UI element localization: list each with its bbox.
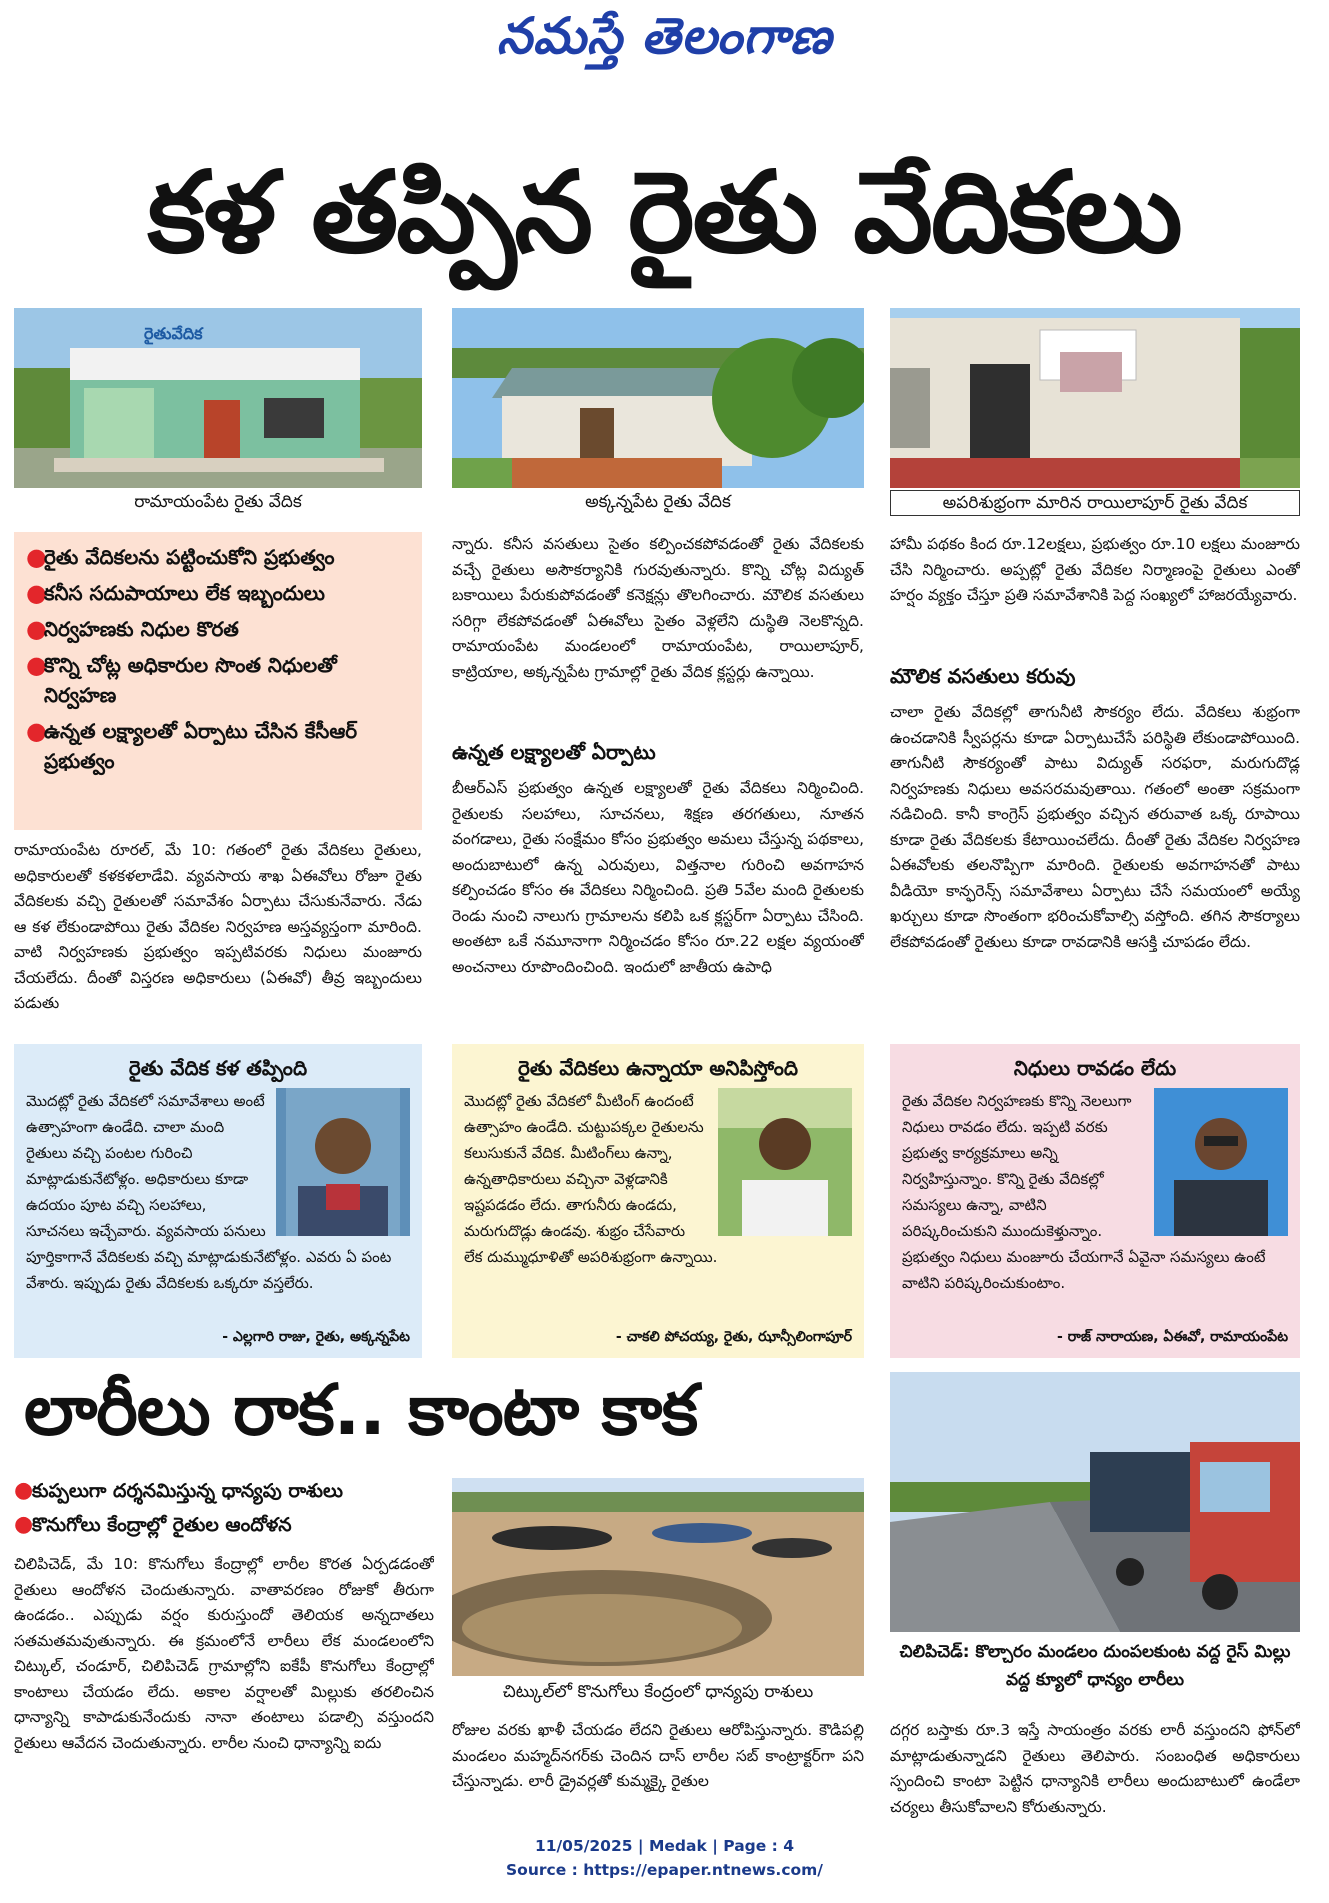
bullet-dot-icon: ● [14, 1478, 34, 1503]
article2-bullet: ● కుప్పలుగా దర్శనమిస్తున్న ధాన్యపు రాశులు [14, 1476, 444, 1506]
vedika-signboard [112, 320, 312, 348]
quote-text: మొదట్లో రైతు వేదికలో సమావేశాలు అంటే ఉత్సాహంగా ఉండేది. చాలా మంది రైతులు వచ్చి పంటల గురించి మాట్లాడుకునేటోళ్లం. అధికారులు కూడా ఉదయం పూట వచ్చి సలహాలు, సూచనలు ఇచ్చేవారు. వ్యవసాయ పనులు పూర్తికాగానే వేదికలకు వచ్చి మాట్లాడుకునేటోళ్లం. ఎవరు ఏ పంట వేశారు. ఇప్పుడు రైతు వేదికలకు ఒక్కరూ వస్తలేరు. [26, 1092, 392, 1292]
photo-caption-lorries: చిలిపిచెడ్‌: కొల్చారం మండలం దుంపలకుంట వద్ద రైస్‌ మిల్లు వద్ద క్యూలో ధాన్యం లారీలు [899, 1642, 1291, 1690]
article2-headline [24, 1360, 864, 1460]
bullet-dot-icon: ● [26, 651, 47, 679]
footer-source: Source : https://epaper.ntnews.com/ [506, 1861, 823, 1879]
bullet-dot-icon: ● [14, 1512, 34, 1537]
article2-headline-text: లారీలు రాక.. కాంటా కాక [24, 1369, 698, 1451]
photo-caption-grain: చిట్కుల్‌లో కొనుగోలు కేంద్రంలో ధాన్యపు రాశులు [502, 1682, 814, 1702]
highlight-item: ● కనీస సదుపాయాలు లేక ఇబ్బందులు [26, 579, 325, 607]
bullet-dot-icon: ● [26, 579, 47, 607]
article1-col3a: హామీ పథకం కింద రూ.12లక్షలు, ప్రభుత్వం రూ.10 లక్షలు మంజూరు చేసి నిర్మించారు. అప్పట్లో రైతు వేదికల నిర్మాణంపై రైతులు ఎంతో హర్షం వ్యక్తం చేస్తూ ప్రతి సమావేశానికి పెద్ద సంఖ్యలో హాజరయ్యేవారు. [890, 535, 1300, 604]
main-headline [14, 128, 1314, 298]
portrait-narayana [1154, 1088, 1288, 1236]
bullet-dot-icon: ● [26, 717, 47, 745]
article2-col3: దగ్గర బస్తాకు రూ.3 ఇస్తే సాయంత్రం వరకు లారీ వస్తుందని ఫోన్‌లో మాట్లాడుతున్నాడని రైతులు తెలిపారు. సంబంధిత అధికారులు స్పందించి కాంటా పెట్టిన ధాన్యానికి లారీలు అందుబాటులో ఉండేలా చర్యలు తీసుకోవాలని కోరుతున్నారు. [890, 1721, 1300, 1816]
bullet-dot-icon: ● [26, 543, 47, 571]
quote-title: నిధులు రావడం లేదు [1013, 1056, 1177, 1080]
photo-rayilapur-vedika [890, 308, 1300, 488]
highlight-item: ● నిర్వహణకు నిధుల కొరత [26, 615, 239, 643]
quote-text: రైతు వేదికల నిర్వహణకు కొన్ని నెలలుగా నిధులు రావడం లేదు. ఇప్పటి వరకు ప్రభుత్వ కార్యక్రమాలు అన్ని నిర్వహిస్తున్నాం. కొన్ని రైతు వేదికల్లో సమస్యలు ఉన్నా, వాటిని పరిష్కరించుకుని ముందుకెళ్తున్నాం. ప్రభుత్వం నిధులు మంజూరు చేయగానే ఏవైనా సమస్యలు ఉంటే వాటిని పరిష్కరించుకుంటాం. [902, 1092, 1266, 1292]
article1-col1: రామాయంపేట రూరల్‌, మే 10: గతంలో రైతు వేదికలు రైతులు, అధికారులతో కళకళలాడేవి. వ్యవసాయ శాఖ ఏఈవోలు రోజూ రైతు వేదికలకు వచ్చి రైతులతో సమావేశం ఏర్పాటు చేసుకునేవారు. నేడు ఆ కళ లేకుండాపోయి రైతు వేదికల నిర్వహణ అస్తవ్యస్తంగా మారింది. వాటి నిర్వహణకు ప్రభుత్వం ఇప్పటివరకు నిధులు మంజూరు చేయలేదు. దీంతో విస్తరణ అధికారులు (ఏఈవో) తీవ్ర ఇబ్బందులు పడుతు [14, 841, 422, 1012]
article2-col2: రోజుల వరకు ఖాళీ చేయడం లేదని రైతులు ఆరోపిస్తున్నారు. కౌడిపల్లి మండలం మహ్మద్‌నగర్‌కు చెందిన దాస్‌ లారీల సబ్‌ కాంట్రాక్టర్‌గా పని చేస్తున్నాడు. లారీ డ్రైవర్లతో కుమ్మక్కై రైతుల [452, 1721, 864, 1790]
quote-attribution: - చాకలి పోచయ్య, రైతు, ఝాన్సీలింగాపూర్‌ [615, 1329, 852, 1345]
quote-box-farmer-raju [14, 1044, 422, 1358]
photo-caption-1: రామాయంపేట రైతు వేదిక [134, 492, 302, 512]
quote-attribution: - రాజ్‌ నారాయణ, ఏఈవో, రామాయంపేట [1057, 1329, 1288, 1345]
highlights-box [14, 532, 422, 830]
bullet-dot-icon: ● [26, 615, 47, 643]
quote-attribution: - ఎల్లగారి రాజు, రైతు, అక్కన్నపేట [222, 1329, 410, 1345]
portrait-raju [276, 1088, 410, 1236]
photo-caption-3: అపరిశుభ్రంగా మారిన రాయిలాపూర్‌ రైతు వేదిక [890, 490, 1300, 516]
newspaper-name: నమస్తే తెలంగాణ [496, 6, 833, 65]
photo-caption-2: అక్కన్నపేట రైతు వేదిక [585, 492, 731, 512]
photo-akkannapet-vedika [452, 308, 864, 488]
article1-col2a: న్నారు. కనీస వసతులు సైతం కల్పించకపోవడంతో రైతు వేదికలకు వచ్చే రైతులు అసౌకర్యానికి గురవుతున్నారు. కొన్ని చోట్ల విద్యుత్‌ బకాయిలు పేరుకుపోవడంతో కనెక్షన్లు తొలగించారు. మౌలిక వసతులు సరిగ్గా లేకపోవడంతో ఏఈవోలు సైతం వెళ్లలేని దుస్థితి నెలకొన్నది. రామాయంపేట మండలంలో రామాయంపేట, రాయిలాపూర్‌, కాట్రియాల, అక్కన్నపేట గ్రామాల్లో రైతు వేదిక క్లస్టర్లు ఉన్నాయి. [452, 535, 864, 681]
highlight-item: ● రైతు వేదికలను పట్టించుకోని ప్రభుత్వం [26, 543, 335, 571]
portrait-pochaiah [718, 1088, 852, 1236]
article1-col2b: బీఆర్‌ఎస్‌ ప్రభుత్వం ఉన్నత లక్ష్యాలతో రైతు వేదికలు నిర్మించింది. రైతులకు సలహాలు, సూచనలు, శిక్షణ తరగతులు, నూతన వంగడాలు, రైతు సంక్షేమం కోసం ప్రభుత్వం అమలు చేస్తున్న పథకాలు, అందుబాటులో ఉన్న ఎరువులు, విత్తనాల గురించి అవగాహన కల్పించడం కోసం ఈ వేదికలు నిర్మించింది. ప్రతి 5వేల మంది రైతులకు రెండు నుంచి నాలుగు గ్రామాలను కలిపి ఒక క్లస్టర్‌గా ఏర్పాటు చేసింది. అంతటా ఒకే నమూనాగా నిర్మించడం కోసం రూ.22 లక్షల వ్యయంతో అంచనాలు రూపొందించింది. ఇందులో జాతీయ ఉపాధి [452, 779, 864, 976]
headline-text: కళ తప్పిన రైతు వేదికలు [147, 148, 1181, 278]
article2-bullet: ● కొనుగోలు కేంద్రాల్లో రైతుల ఆందోళన [14, 1510, 444, 1540]
article1-col3b: చాలా రైతు వేదికల్లో తాగునీటి సౌకర్యం లేదు. వేదికలు శుభ్రంగా ఉంచడానికి స్వీపర్లను కూడా ఏర్పాటుచేసే పరిస్థితి లేకుండాపోయింది. తాగునీటి సౌకర్యంతో పాటు విద్యుత్‌ సరఫరా, మరుగుదొడ్ల నిర్వహణకు నిధులు అవసరమవుతాయి. గతంలో అంతా సక్రమంగా నడిచింది. కానీ కాంగ్రెస్‌ ప్రభుత్వం వచ్చిన తరువాత ఒక్క రూపాయి కూడా రైతు వేదికలకు కేటాయించలేదు. దీంతో రైతు వేదికల నిర్వహణ ఏఈవోలకు తలనొప్పిగా మారింది. రైతులకు అవగాహనతో పాటు వీడియో కాన్ఫరెన్స్‌ సమావేశాలు ఏర్పాటు చేసే సమయంలో అయ్యే ఖర్చులు కూడా సొంతంగా భరించుకోవాల్సి వస్తోంది. తగిన సౌకర్యాలు లేకపోవడంతో రైతులు కూడా రావడానికి ఆసక్తి చూపడం లేదు. [890, 703, 1300, 951]
signboard-text: రైతువేదిక [144, 324, 203, 343]
highlight-item: ● కొన్ని చోట్ల అధికారుల సొంత నిధులతో నిర్వహణ [26, 651, 337, 707]
photo-grain-heaps [452, 1478, 864, 1676]
masthead [0, 6, 1329, 76]
quote-title: రైతు వేదిక కళ తప్పింది [128, 1056, 308, 1080]
quote-box-farmer-pochaiah [452, 1044, 864, 1358]
footer-date-page: 11/05/2025 | Medak | Page : 4 [534, 1837, 795, 1855]
photo-lorries-queue [890, 1372, 1300, 1632]
quote-text: మొదట్లో రైతు వేదికలో మీటింగ్‌ ఉందంటే ఉత్సాహం ఉండేది. చుట్టుపక్కల రైతులను కలుసుకునే వేదిక. మీటింగ్‌లు ఉన్నా, ఉన్నతాధికారులు వచ్చినా వెళ్లడానికి ఇష్టపడడం లేదు. తాగునీరు ఉండదు, మరుగుదొడ్లు ఉండవు. శుభ్రం చేసేవారు లేక దుమ్ముధూళితో అపరిశుభ్రంగా ఉన్నాయి. [464, 1092, 718, 1266]
quote-title: రైతు వేదికలు ఉన్నాయా అనిపిస్తోంది [518, 1056, 798, 1080]
quote-box-aeo-narayana [890, 1044, 1300, 1358]
highlight-item: ● ఉన్నత లక్ష్యాలతో ఏర్పాటు చేసిన కేసీఆర్‌ ప్రభుత్వం [26, 717, 358, 773]
subhead-basic-facilities: మౌలిక వసతులు కరువు [890, 664, 1076, 688]
subhead-lofty-goals: ఉన్నత లక్ష్యాలతో ఏర్పాటు [452, 740, 656, 764]
article2-col1: చిలిపిచెడ్‌, మే 10: కొనుగోలు కేంద్రాల్లో లారీల కొరత ఏర్పడడంతో రైతులు ఆందోళన చెందుతున్నారు. వాతావరణం రోజుకో తీరుగా ఉండడం.. ఎప్పుడు వర్షం కురుస్తుందో తెలియక అన్నదాతలు సతమతమవుతున్నారు. ఈ క్రమంలోనే లారీలు లేక మండలంలోని చిట్కుల్‌, చండూర్‌, చిలిపిచెడ్‌ గ్రామాల్లోని ఐకేపీ కొనుగోలు కేంద్రాల్లో కాంటాలు చేయడం లేదు. అకాల వర్షాలతో మిల్లుకు తరలించిన ధాన్యాన్ని కాపాడుకునేందుకు నానా తంటాలు పడాల్సి వస్తుందని రైతులు ఆవేదన చెందుతున్నారు. లారీల నుంచి ధాన్యాన్ని ఐదు [14, 1555, 434, 1752]
